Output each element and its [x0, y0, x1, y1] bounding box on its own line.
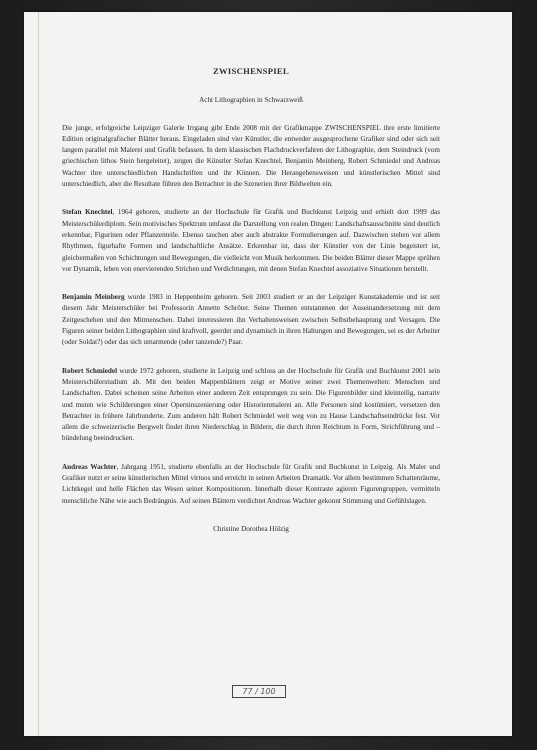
artist-name: Robert Schmiedel [62, 366, 118, 375]
artist-bio: , 1964 geboren, studierte an der Hochschule für Grafik und Buchkunst Leipzig und erhielt dort 1999 das Meisterschülerdiplom. Sein motivisches Spektrum umfasst die Darstellung von realen Dingen: Landschaftsausschnitte sind deutlich erkennbar, Figurinen oder Pflanzenteile. Ebenso tauchen aber auch abstrakte Formulierungen auf. Dazwischen stehen vor allem Rhythmen, figurhafte Formen und landschaftliche Ansätze. Erkennbar ist, dass der Künstler von der Linie begeistert ist, gleichermaßen von Schichtungen und Bewegungen, die vielleicht von Musik herkommen. Die beiden Blätter dieser Mappe sprühen vor Dynamik, leben von enervierenden Strichen und Verdichtungen, mit denen Stefan Knechtel assoziative Situationen herstellt. [62, 208, 440, 273]
document-subtitle: Acht Lithographien in Schwarzweiß [199, 96, 303, 105]
artist-bio: , Jahrgang 1951, studierte ebenfalls an der Hochschule für Grafik und Buchkunst in Leipzig. Als Maler und Grafiker nutzt er seine künstlerischen Mittel virtuos und erreicht in seinen Arbeiten Dramatik. Vor allem bestimmen Schattenräume, Lichtkegel und helle Flächen das Wesen seiner Kompositionen. Innerhalb dieser Kontraste agieren Figurengruppen, vermitteln menschliche Nähe wie auch Bedrängnis. Auf seinen Blättern verdichtet Andreas Wachter gekonnt Stimmung und Gefühlslagen. [62, 462, 440, 505]
artist-paragraph-wachter [62, 462, 440, 507]
artist-paragraph-meinberg [62, 292, 440, 348]
sheet-edge-line [38, 12, 39, 736]
artist-name: Benjamin Meinberg [62, 293, 125, 302]
edition-number-box: 77 / 100 [232, 685, 286, 698]
document-title: ZWISCHENSPIEL [212, 66, 289, 76]
artist-name: Stefan Knechtel [62, 208, 113, 217]
artist-paragraph-knechtel [62, 207, 440, 275]
artist-bio: wurde 1972 geboren, studierte in Leipzig und schloss an der Hochschule für Grafik und Buchkunst 2001 sein Meisterschülerstudium ab. Mit den beiden Mappenblättern zeigt er Motive seiner zwei Themenwelten: Menschen und Landschaften. Dabei scheinen seine Arbeiten einer anderen Zeit entsprungen zu sein. Die Figurenbilder sind kleinteilig, narrativ und muten wie Schilderungen einer Operninszenierung oder Historienmalerei an. Alle Personen sind kostümiert, versetzen den Betrachter in frühere Jahrhunderte. Zum anderen hält Robert Schmiedel weit weg von zu Hause Landschaftseindrücke fest. Vor allem die schweizerische Bergwelt findet ihren Niederschlag in Bildern, die durch ihren Reichtum in Form, Strichführung und –bündelung beeindrucken. [62, 366, 440, 443]
document-body [62, 66, 440, 549]
artist-name: Andreas Wachter [62, 462, 117, 471]
artist-paragraph-schmiedel [62, 366, 440, 445]
author-signature: Christine Dorothea Hölzig [213, 524, 289, 533]
artist-bio: wurde 1983 in Heppenheim geboren. Seit 2003 studiert er an der Leipziger Kunstakademie und ist seit diesem Jahr Meisterschüler bei Professorin Annette Schröter. Seine Themen entstammen der Auseinandersetzung mit dem Zeitgeschehen und den Mitmenschen. Dabei interessieren ihn Verhaltensweisen zwischen Selbstbehauptung und Versagen. Die Figuren seiner beiden Lithographien sind kraftvoll, geerdet und dynamisch in ihren Haltungen und Bewegungen, sei es der Arbeiter (oder Soldat?) oder das sich umarmende (oder tanzende?) Paar. [62, 293, 440, 347]
intro-paragraph: Die junge, erfolgreiche Leipziger Galerie Irrgang gibt Ende 2008 mit der Grafikmappe ZWISCHENSPIEL ihre erste limitierte Edition originalgrafischer Blätter heraus. Eingeladen sind vier Künstler, die entweder ausgesprochene Grafiker sind oder sich seit langem parallel mit Malerei und Grafik befassen. In dem klassischen Flachdruckverfahren der Lithographie, dem Steindruck (vom griechischen lithos Stein hergeleitet), zeigen die Künstler Stefan Knechtel, Benjamin Meinberg, Robert Schmiedel und Andreas Wachter ihre unterschiedlichen Handschriften und ihr Können. Die Herangehensweisen und künstlerischen Mittel sind unterschiedlich, aber die Resultate führen den Betrachter in die Szenerien ihrer Bildwelten ein. [62, 123, 440, 189]
